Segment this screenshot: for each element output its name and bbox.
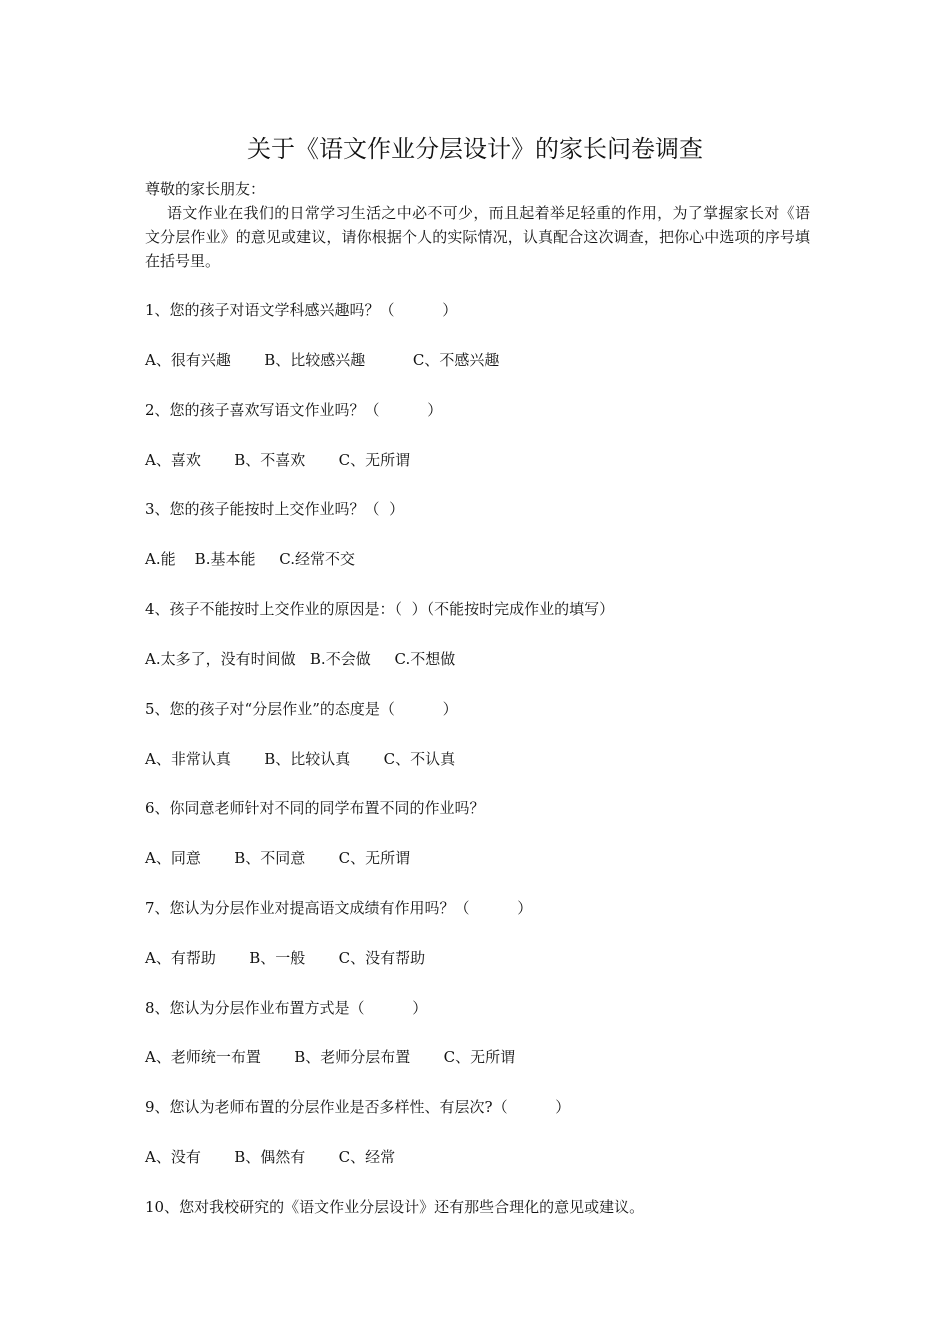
question-6: 6、你同意老师针对不同的同学布置不同的作业吗？	[145, 799, 485, 817]
question-2: 2、您的孩子喜欢写语文作业吗？（ ）	[145, 401, 443, 419]
answer-options-5: A、非常认真 B、比较认真 C、不认真	[145, 750, 456, 768]
answer-options-1: A、很有兴趣 B、比较感兴趣 C、不感兴趣	[145, 351, 500, 369]
page-title: 关于《语文作业分层设计》的家长问卷调查	[247, 135, 703, 163]
question-5: 5、您的孩子对“分层作业”的态度是（ ）	[145, 700, 458, 718]
greeting: 尊敬的家长朋友：	[145, 180, 266, 198]
question-8: 8、您认为分层作业布置方式是（ ）	[145, 999, 428, 1017]
answer-options-4: A.太多了，没有时间做 B.不会做 C.不想做	[145, 650, 456, 668]
question-7: 7、您认为分层作业对提高语文成绩有作用吗？（ ）	[145, 899, 533, 917]
question-3: 3、您的孩子能按时上交作业吗？（ ）	[145, 500, 405, 518]
answer-options-2: A、喜欢 B、不喜欢 C、无所谓	[145, 451, 411, 469]
question-4: 4、孩子不能按时上交作业的原因是：（ ）（不能按时完成作业的填写）	[145, 600, 615, 618]
answer-options-7: A、有帮助 B、一般 C、没有帮助	[145, 949, 426, 967]
question-10: 10、您对我校研究的《语文作业分层设计》还有那些合理化的意见或建议。	[145, 1198, 645, 1216]
question-1: 1、您的孩子对语文学科感兴趣吗？（ ）	[145, 301, 458, 319]
intro-paragraph: 语文作业在我们的日常学习生活之中必不可少，而且起着举足轻重的作用，为了掌握家长对《语文分层作业》的意见或建议，请你根据个人的实际情况，认真配合这次调查，把你心中选项的序号填在括号里。	[145, 204, 810, 270]
answer-options-6: A、同意 B、不同意 C、无所谓	[145, 849, 411, 867]
question-9: 9、您认为老师布置的分层作业是否多样性、有层次?（ ）	[145, 1098, 571, 1116]
answer-options-9: A、没有 B、偶然有 C、经常	[145, 1148, 396, 1166]
answer-options-8: A、老师统一布置 B、老师分层布置 C、无所谓	[145, 1048, 516, 1066]
answer-options-3: A.能 B.基本能 C.经常不交	[145, 550, 356, 568]
